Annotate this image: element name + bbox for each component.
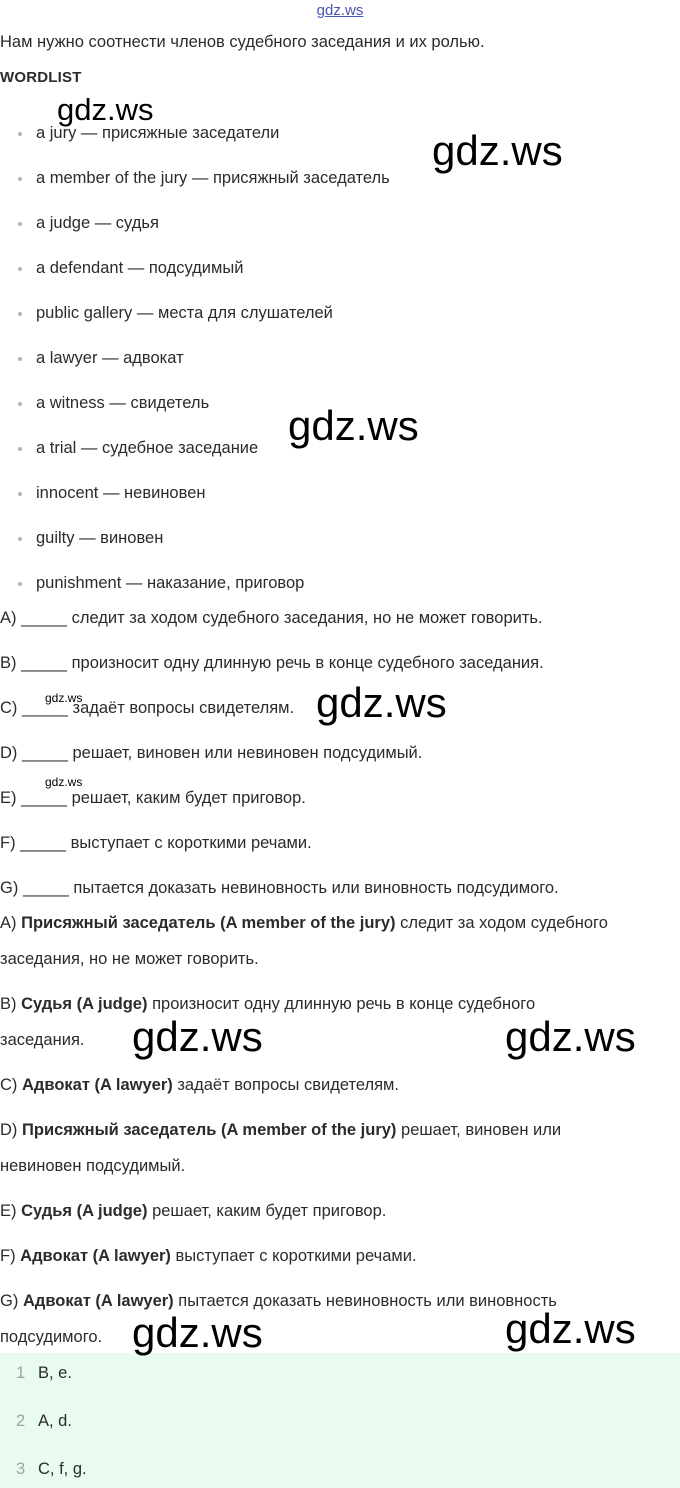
answer-blank: _____ [22,744,68,762]
watermark: gdz.ws [316,679,447,726]
answer-key-value: C, f, g. [38,1460,87,1478]
answer-letter: A) [0,914,17,932]
list-item-text: a jury — присяжные заседатели [36,124,280,142]
question-letter: B) [0,654,17,672]
question-text: выступает с короткими речами. [70,834,312,852]
list-item-text: a member of the jury — присяжный заседатель [36,169,390,187]
question-g [0,876,559,900]
bullet-icon [18,492,22,496]
answer-text: пытается доказать невиновность или виновность [178,1292,557,1310]
answer-letter: C) [0,1076,18,1094]
answer-role: Адвокат (A lawyer) [22,1292,174,1310]
watermark: gdz.ws [45,775,83,789]
answer-blank: _____ [22,879,69,897]
answer-text: произносит одну длинную речь в конце судебного [152,995,536,1013]
answer-role: Присяжный заседатель (A member of the jury) [22,1121,397,1139]
bullet-icon [18,312,22,316]
answer-key-number: 1 [16,1364,26,1382]
question-c [0,696,294,720]
list-item-text: punishment — наказание, приговор [36,574,305,592]
answer-blank: _____ [21,789,67,807]
answer-key-box [0,1353,680,1488]
answer-b [0,992,535,1016]
answer-a [0,911,608,935]
answer-role: Присяжный заседатель (A member of the jury) [21,914,396,932]
watermark: gdz.ws [132,1013,263,1060]
question-text: пытается доказать невиновность или виновность подсудимого. [73,879,559,897]
answer-letter: B) [0,995,17,1013]
watermark: gdz.ws [57,92,154,127]
question-e [0,786,306,810]
answer-letter: F) [0,1247,16,1265]
answer-key-value: B, e. [38,1364,72,1382]
list-item-text: a trial — судебное заседание [36,439,259,457]
answer-a-cont: заседания, но не может говорить. [0,950,259,968]
answer-e [0,1199,386,1223]
question-b [0,651,544,675]
list-item-text: a lawyer — адвокат [36,349,184,367]
question-a [0,606,543,630]
answer-f [0,1244,417,1268]
answer-role: Адвокат (A lawyer) [22,1076,173,1094]
answer-g-cont: подсудимого. [0,1328,103,1346]
answer-text: следит за ходом судебного [400,914,608,932]
question-text: задаёт вопросы свидетелям. [72,699,295,717]
question-letter: D) [0,744,18,762]
answer-letter: G) [0,1292,19,1310]
answer-g [0,1289,557,1313]
answer-role: Судья (A judge) [21,995,148,1013]
bullet-icon [18,537,22,541]
answer-text: выступает с короткими речами. [175,1247,417,1265]
wordlist-heading: WORDLIST [0,69,82,86]
answer-role: Адвокат (A lawyer) [20,1247,171,1265]
watermark: gdz.ws [432,127,563,174]
intro-text: Нам нужно соотнести членов судебного заседания и их ролью. [0,33,485,51]
question-letter: F) [0,834,16,852]
list-item-text: guilty — виновен [36,529,164,547]
list-item-text: public gallery — места для слушателей [36,304,333,322]
list-item-text: a judge — судья [36,214,159,232]
answer-letter: E) [0,1202,17,1220]
answer-blank: _____ [20,834,67,852]
watermark: gdz.ws [288,402,419,449]
question-letter: E) [0,789,17,807]
question-f [0,831,312,855]
bullet-icon [18,267,22,271]
question-letter: A) [0,609,17,627]
question-text: следит за ходом судебного заседания, но не может говорить. [71,609,543,627]
answer-blank: _____ [21,609,67,627]
answer-text: решает, каким будет приговор. [152,1202,387,1220]
question-letter: G) [0,879,19,897]
answer-key-number: 3 [16,1460,26,1478]
answer-key-value: A, d. [38,1412,72,1430]
list-item-text: a witness — свидетель [36,394,210,412]
site-link[interactable]: gdz.ws [316,2,364,19]
answer-blank: _____ [22,699,68,717]
watermark: gdz.ws [505,1305,636,1352]
answer-letter: D) [0,1121,18,1139]
bullet-icon [18,132,22,136]
answer-text: решает, виновен или [401,1121,562,1139]
answer-c [0,1073,399,1097]
bullet-icon [18,357,22,361]
watermark: gdz.ws [505,1013,636,1060]
bullet-icon [18,447,22,451]
question-d [0,741,422,765]
answer-b-cont: заседания. [0,1031,85,1049]
list-item-text: innocent — невиновен [36,484,206,502]
watermark: gdz.ws [132,1309,263,1356]
answer-d [0,1118,561,1142]
question-text: произносит одну длинную речь в конце судебного заседания. [71,654,544,672]
question-text: решает, виновен или невиновен подсудимый. [72,744,423,762]
bullet-icon [18,582,22,586]
question-text: решает, каким будет приговор. [71,789,306,807]
bullet-icon [18,177,22,181]
watermark: gdz.ws [45,691,83,705]
answer-key-number: 2 [16,1412,26,1430]
answer-text: задаёт вопросы свидетелям. [177,1076,399,1094]
answer-blank: _____ [21,654,67,672]
answer-d-cont: невиновен подсудимый. [0,1157,186,1175]
list-item-text: a defendant — подсудимый [36,259,244,277]
answer-role: Судья (A judge) [21,1202,148,1220]
question-letter: C) [0,699,18,717]
bullet-icon [18,402,22,406]
bullet-icon [18,222,22,226]
